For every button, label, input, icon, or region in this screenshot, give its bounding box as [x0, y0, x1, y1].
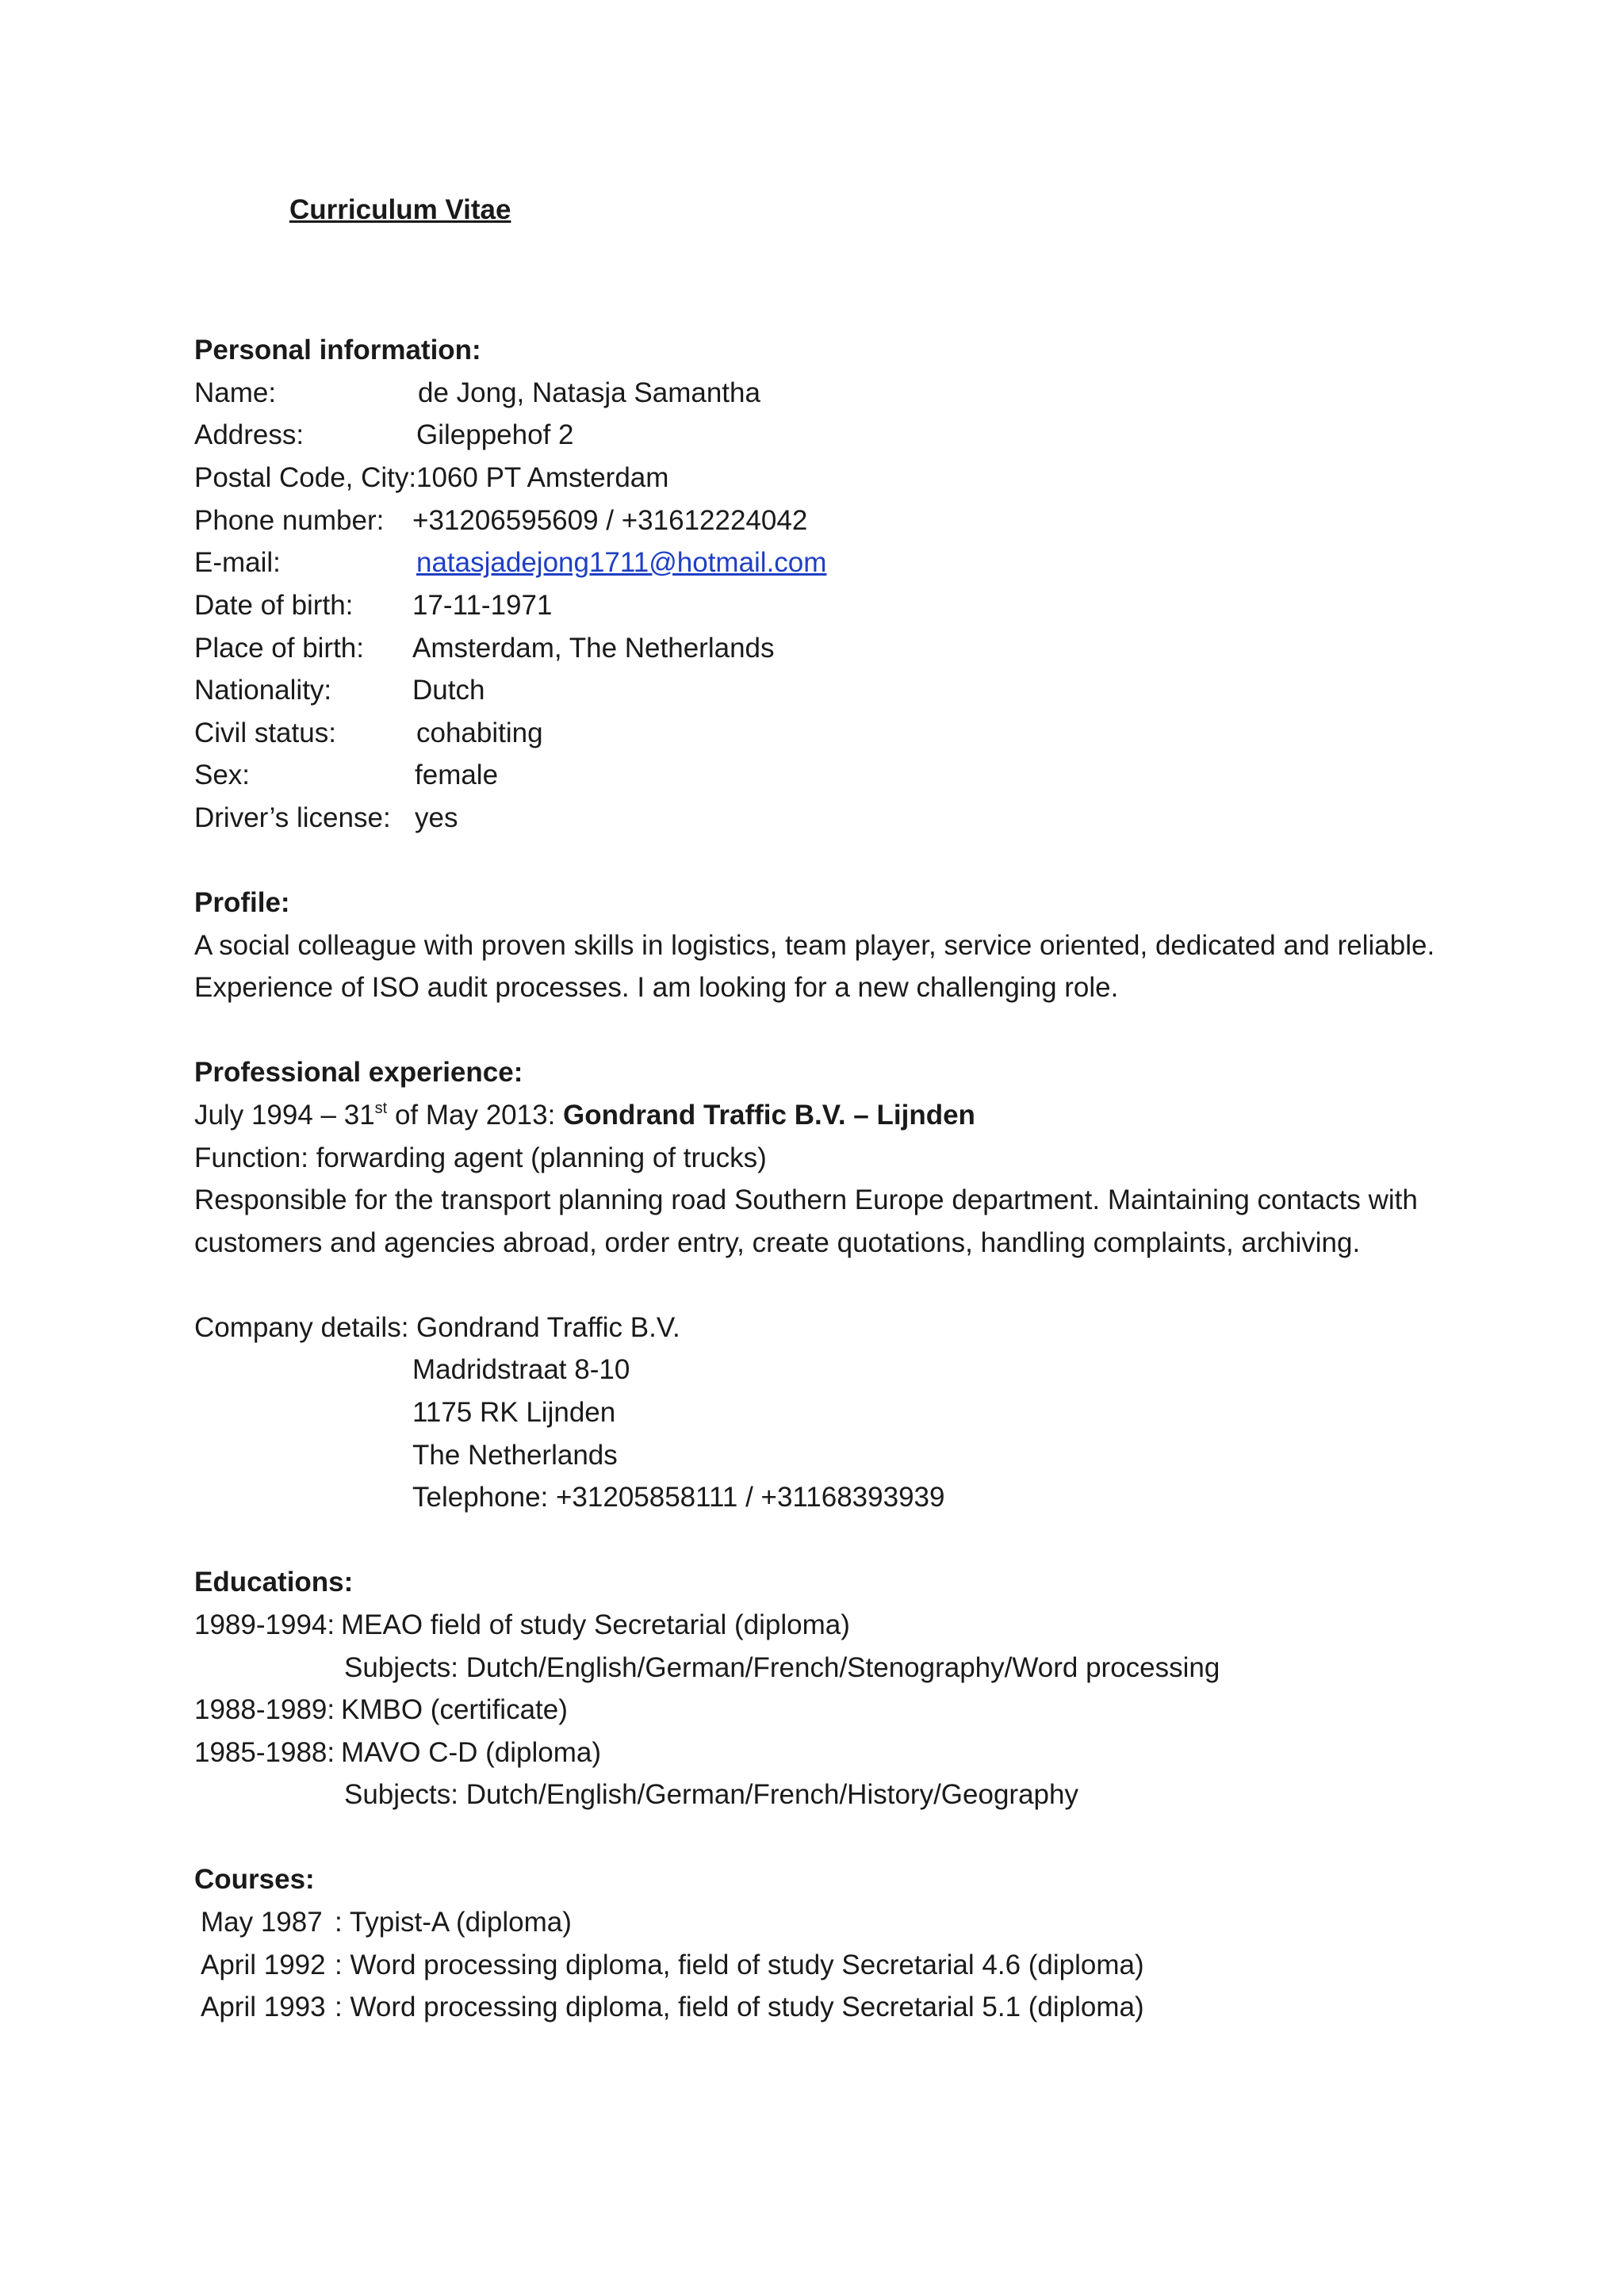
experience-desc-2: customers and agencies abroad, order entry, create quotations, handling complaints, archiving. — [194, 1227, 1361, 1258]
email-label: E-mail: — [194, 547, 281, 578]
education-text-3: MAVO C-D (diploma) — [341, 1737, 602, 1768]
profile-line-1: A social colleague with proven skills in logistics, team player, service oriented, dedicated and reliable. — [194, 930, 1435, 961]
education-period-2: 1988-1989: — [194, 1694, 335, 1725]
period-superscript: st — [374, 1100, 388, 1117]
address-label: Address: — [194, 419, 304, 450]
period-start: July 1994 – 31 — [194, 1100, 375, 1131]
course-text-3: : Word processing diploma, field of study Secretarial 5.1 (diploma) — [335, 1992, 1144, 2022]
course-date-1: May 1987 — [201, 1907, 323, 1938]
courses-heading: Courses: — [194, 1864, 315, 1895]
sex-label: Sex: — [194, 760, 251, 790]
pob-label: Place of birth: — [194, 633, 364, 664]
company-postal: 1175 RK Lijnden — [412, 1397, 616, 1428]
course-date-2: April 1992 — [201, 1950, 326, 1980]
employer-name: Gondrand Traffic B.V. – Lijnden — [563, 1100, 975, 1131]
license-label: Driver’s license: — [194, 802, 391, 833]
personal-heading: Personal information: — [194, 335, 481, 365]
postal-value: 1060 PT Amsterdam — [416, 462, 669, 493]
course-date-3: April 1993 — [201, 1992, 326, 2022]
name-value: de Jong, Natasja Samantha — [418, 377, 760, 408]
postal-label: Postal Code, City: — [194, 462, 417, 493]
education-period-1: 1989-1994: — [194, 1609, 335, 1640]
period-end: of May 2013: — [387, 1100, 564, 1131]
education-heading: Educations: — [194, 1567, 354, 1598]
company-telephone: Telephone: +31205858111 / +31168393939 — [412, 1482, 945, 1513]
experience-desc-1: Responsible for the transport planning road Southern Europe department. Maintaining contacts with — [194, 1184, 1418, 1215]
education-subjects-2: Subjects: Dutch/English/German/French/History/Geography — [344, 1779, 1078, 1810]
company-country: The Netherlands — [412, 1440, 618, 1471]
company-details-label: Company details: — [194, 1312, 409, 1343]
phone-value: +31206595609 / +31612224042 — [412, 505, 808, 536]
education-text-2: KMBO (certificate) — [341, 1694, 568, 1725]
name-label: Name: — [194, 377, 277, 408]
nationality-value: Dutch — [412, 675, 485, 706]
pob-value: Amsterdam, The Netherlands — [412, 633, 775, 664]
education-subjects-1: Subjects: Dutch/English/German/French/Stenography/Word processing — [344, 1652, 1220, 1683]
email-link[interactable]: natasjadejong1711@hotmail.com — [416, 547, 827, 578]
experience-heading: Professional experience: — [194, 1057, 523, 1088]
profile-line-2: Experience of ISO audit processes. I am looking for a new challenging role. — [194, 972, 1119, 1003]
course-text-1: : Typist-A (diploma) — [335, 1907, 572, 1938]
course-text-2: : Word processing diploma, field of study Secretarial 4.6 (diploma) — [335, 1950, 1144, 1980]
license-value: yes — [415, 802, 458, 833]
phone-label: Phone number: — [194, 505, 385, 536]
company-street: Madridstraat 8-10 — [412, 1354, 630, 1385]
education-period-3: 1985-1988: — [194, 1737, 335, 1768]
address-value: Gileppehof 2 — [416, 419, 574, 450]
education-text-1: MEAO field of study Secretarial (diploma) — [341, 1609, 850, 1640]
nationality-label: Nationality: — [194, 675, 332, 706]
experience-period — [194, 1098, 975, 1133]
document-title: Curriculum Vitae — [289, 194, 511, 225]
civil-status-value: cohabiting — [416, 718, 543, 748]
profile-heading: Profile: — [194, 887, 290, 918]
civil-status-label: Civil status: — [194, 718, 336, 748]
function-line: Function: forwarding agent (planning of trucks) — [194, 1142, 767, 1173]
dob-value: 17-11-1971 — [412, 590, 553, 621]
sex-value: female — [415, 760, 499, 790]
dob-label: Date of birth: — [194, 590, 354, 621]
company-name: Gondrand Traffic B.V. — [416, 1312, 680, 1343]
